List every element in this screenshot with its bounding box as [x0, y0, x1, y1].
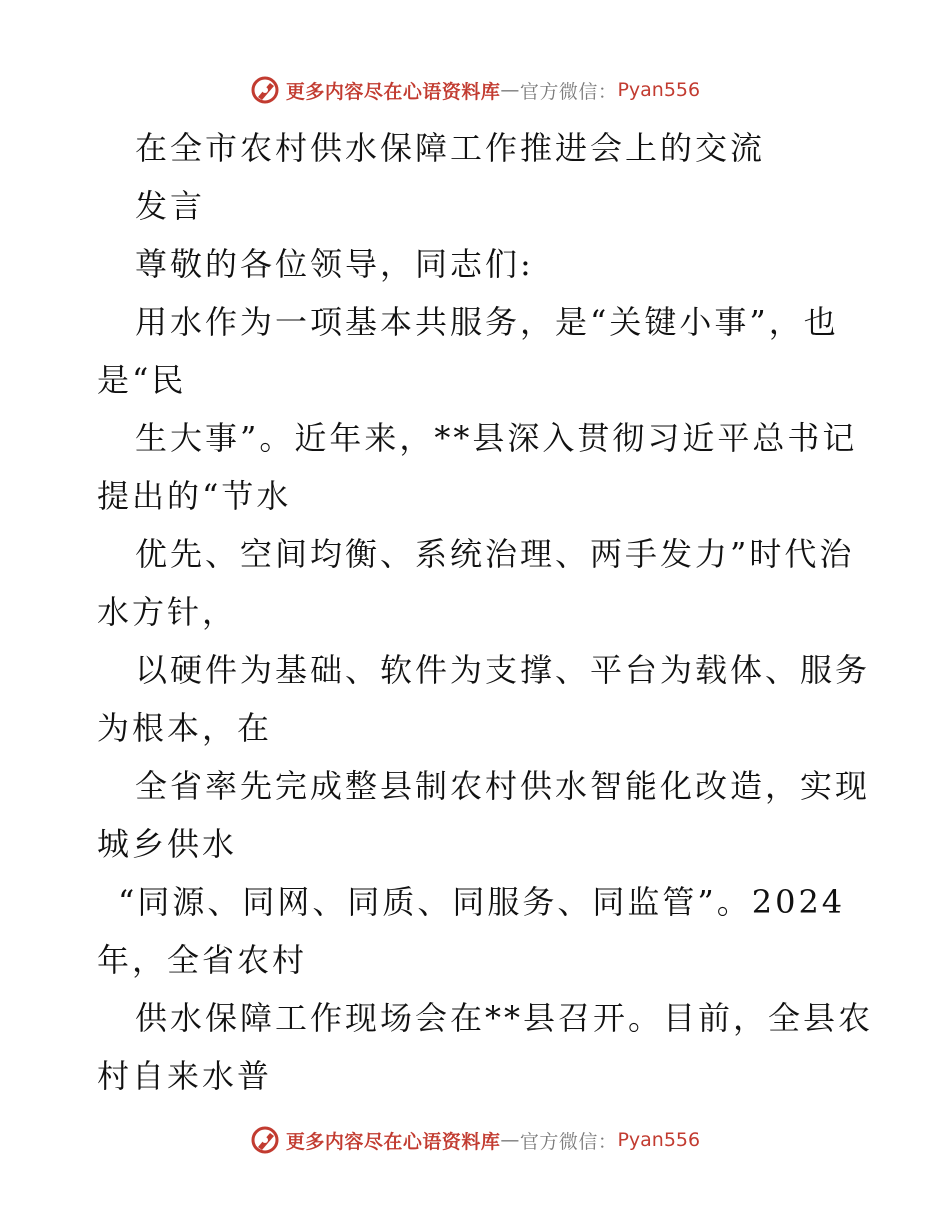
watermark-banner-bottom [0, 1120, 950, 1160]
pen-logo-icon [250, 1125, 280, 1155]
body-line: “同源、同网、同质、同服务、同监管”。2024 [118, 883, 846, 921]
watermark-dash: — [500, 79, 520, 101]
watermark-handle: Pyan556 [617, 79, 701, 101]
body-line: 水方针， [97, 593, 238, 631]
document-title-line-1: 在全市农村供水保障工作推进会上的交流 [135, 129, 766, 167]
body-line: 城乡供水 [97, 825, 238, 863]
watermark-banner-top [0, 70, 950, 110]
body-line: 年，全省农村 [97, 941, 308, 979]
body-line: 以硬件为基础、软件为支撑、平台为载体、服务 [135, 651, 871, 689]
document-title-line-2: 发言 [135, 187, 206, 225]
body-line: 用水作为一项基本共服务，是“关键小事”，也 [135, 303, 839, 341]
body-line: 村自来水普 [97, 1057, 273, 1095]
body-line: 是“民 [97, 361, 187, 399]
body-line: 优先、空间均衡、系统治理、两手发力”时代治 [135, 535, 855, 573]
watermark-sub-text: 官方微信： [519, 80, 618, 103]
salutation: 尊敬的各位领导，同志们: [135, 245, 534, 283]
pen-logo-icon [250, 75, 280, 105]
body-line: 全省率先完成整县制农村供水智能化改造，实现 [135, 767, 871, 805]
body-line: 供水保障工作现场会在**县召开。目前，全县农 [135, 999, 874, 1037]
watermark-main-text: 更多内容尽在心语资料库 [285, 1130, 501, 1153]
body-line: 生大事”。近年来，**县深入贯彻习近平总书记 [135, 419, 858, 457]
watermark-main-text: 更多内容尽在心语资料库 [285, 80, 501, 103]
body-line: 为根本，在 [97, 709, 273, 747]
watermark-handle: Pyan556 [617, 1129, 701, 1151]
body-line: 提出的“节水 [97, 477, 292, 515]
watermark-dash: — [500, 1129, 520, 1151]
watermark-sub-text: 官方微信： [519, 1130, 618, 1153]
